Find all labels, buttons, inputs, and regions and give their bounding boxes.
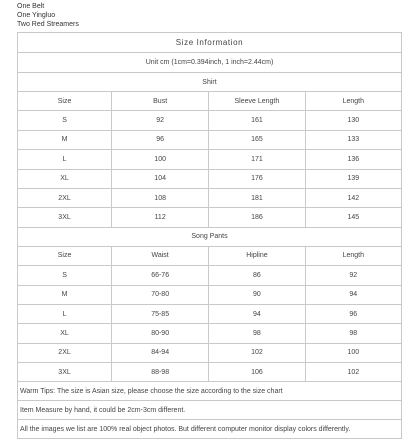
note-text: All the images we list are 100% real object photos. But different computer monitor display colors differently. xyxy=(18,420,402,439)
unit-text: Unit cm (1cm=0.394inch, 1 inch=2.44cm) xyxy=(18,53,402,73)
column-header: Sleeve Length xyxy=(209,92,305,111)
table-cell: 88-98 xyxy=(112,363,209,382)
table-cell: 161 xyxy=(209,111,305,130)
intro-line: One Yingluo xyxy=(17,12,56,19)
table-cell: 96 xyxy=(112,130,209,149)
table-cell: 90 xyxy=(209,285,305,304)
table-cell: 142 xyxy=(305,188,401,207)
pants-row xyxy=(18,304,402,323)
column-header: Size xyxy=(18,92,112,111)
table-cell: 2XL xyxy=(18,188,112,207)
note-text: Warm Tips: The size is Asian size, please choose the size according to the size chart xyxy=(18,382,402,401)
table-cell: M xyxy=(18,130,112,149)
table-cell: 96 xyxy=(305,304,401,323)
table-cell: 139 xyxy=(305,169,401,188)
pants-row xyxy=(18,266,402,285)
note-text: Item Measure by hand, it could be 2cm-3cm different. xyxy=(18,401,402,420)
table-cell: S xyxy=(18,266,112,285)
table-cell: 3XL xyxy=(18,363,112,382)
column-header: Size xyxy=(18,246,112,265)
table-cell: 186 xyxy=(209,208,305,227)
shirt-row xyxy=(18,188,402,207)
table-cell: M xyxy=(18,285,112,304)
table-cell: 136 xyxy=(305,150,401,169)
shirt-row xyxy=(18,130,402,149)
table-cell: 86 xyxy=(209,266,305,285)
shirt-row xyxy=(18,169,402,188)
table-cell: 2XL xyxy=(18,343,112,362)
table-cell: L xyxy=(18,150,112,169)
table-cell: 3XL xyxy=(18,208,112,227)
table-cell: 181 xyxy=(209,188,305,207)
column-header: Length xyxy=(305,246,401,265)
note-row xyxy=(18,382,402,401)
unit-row xyxy=(18,53,402,73)
column-header: Hipline xyxy=(209,246,305,265)
table-cell: 94 xyxy=(305,285,401,304)
size-table-title: Size Information xyxy=(18,33,402,53)
intro-line: One Belt xyxy=(17,3,45,10)
intro-line: Two Red Streamers xyxy=(17,21,79,28)
note-row xyxy=(18,420,402,439)
table-cell: 98 xyxy=(305,324,401,343)
shirt-row xyxy=(18,111,402,130)
table-cell: 133 xyxy=(305,130,401,149)
table-cell: 145 xyxy=(305,208,401,227)
table-cell: 102 xyxy=(209,343,305,362)
table-cell: 171 xyxy=(209,150,305,169)
shirt-row xyxy=(18,208,402,227)
pants-header-row xyxy=(18,246,402,265)
table-cell: 80-90 xyxy=(112,324,209,343)
table-cell: 66-76 xyxy=(112,266,209,285)
shirt-section-title: Shirt xyxy=(18,73,402,92)
table-cell: 84-94 xyxy=(112,343,209,362)
table-cell: 102 xyxy=(305,363,401,382)
table-cell: 104 xyxy=(112,169,209,188)
table-cell: XL xyxy=(18,324,112,343)
table-cell: 100 xyxy=(112,150,209,169)
table-cell: 100 xyxy=(305,343,401,362)
table-cell: 112 xyxy=(112,208,209,227)
size-table xyxy=(17,32,402,439)
column-header: Length xyxy=(305,92,401,111)
column-header: Bust xyxy=(112,92,209,111)
table-cell: 130 xyxy=(305,111,401,130)
table-cell: 176 xyxy=(209,169,305,188)
pants-row xyxy=(18,324,402,343)
table-cell: 75-85 xyxy=(112,304,209,323)
pants-row xyxy=(18,363,402,382)
pants-row xyxy=(18,285,402,304)
table-cell: 106 xyxy=(209,363,305,382)
table-cell: 108 xyxy=(112,188,209,207)
table-cell: 98 xyxy=(209,324,305,343)
column-header: Waist xyxy=(112,246,209,265)
table-cell: 92 xyxy=(112,111,209,130)
table-cell: 165 xyxy=(209,130,305,149)
table-cell: S xyxy=(18,111,112,130)
shirt-section-row xyxy=(18,73,402,92)
shirt-header-row xyxy=(18,92,402,111)
table-cell: 70-80 xyxy=(112,285,209,304)
size-table-title-row xyxy=(18,33,402,53)
shirt-row xyxy=(18,150,402,169)
pants-row xyxy=(18,343,402,362)
intro-lines xyxy=(17,2,79,29)
table-cell: 94 xyxy=(209,304,305,323)
table-cell: 92 xyxy=(305,266,401,285)
table-cell: XL xyxy=(18,169,112,188)
pants-section-row xyxy=(18,227,402,246)
note-row xyxy=(18,401,402,420)
table-cell: L xyxy=(18,304,112,323)
pants-section-title: Song Pants xyxy=(18,227,402,246)
